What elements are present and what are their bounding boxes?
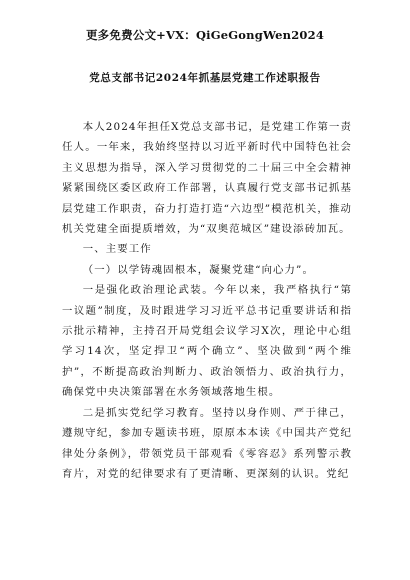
subsection-heading: （一）以学铸魂固根本，凝聚党建“向心力”。: [82, 263, 314, 276]
body-paragraph: 一是强化政治理论武装。今年以来，我严格执行“第一议题”制度，及时跟进学习习近平总书记重要讲话和指示批示精神，主持召开局党组会议学习X次，理论中心组学习14次，坚定捍卫“两个确立”、坚决做到“两个维护”，不断提高政治判断力、政治领悟力、政治执行力，确保党中央决策部署在水务领域落地生根。: [62, 284, 352, 399]
body-paragraph: 二是抓实党纪学习教育。坚持以身作则、严于律己，遵规守纪，参加专题读书班，原原本本读《中国共产党纪律处分条例》，带领党员干部观看《零容忍》系列警示教育片，对党的纪律要求有了更清晰、更深刻的认识。党纪: [62, 406, 352, 480]
document-body: [62, 117, 352, 484]
document-title: 党总支部书记2024年抓基层党建工作述职报告: [89, 72, 321, 84]
promo-banner: 更多免费公文+VX：QiGeGongWen2024: [85, 28, 325, 42]
intro-paragraph: 本人2024年担任X党总支部书记，是党建工作第一责任人。一年来，我始终坚持以习近平新时代中国特色社会主义思想为指导，深入学习贯彻党的二十届三中全会精神紧紧围绕区委区政府工作部署，认真履行党支部书记抓基层党建工作职责，奋力打造打造“六边型”模范机关，推动机关党建全面提质增效，为“双奥范城区”建设添砖加瓦。: [62, 121, 352, 236]
section-heading: 一、主要工作: [82, 243, 152, 256]
